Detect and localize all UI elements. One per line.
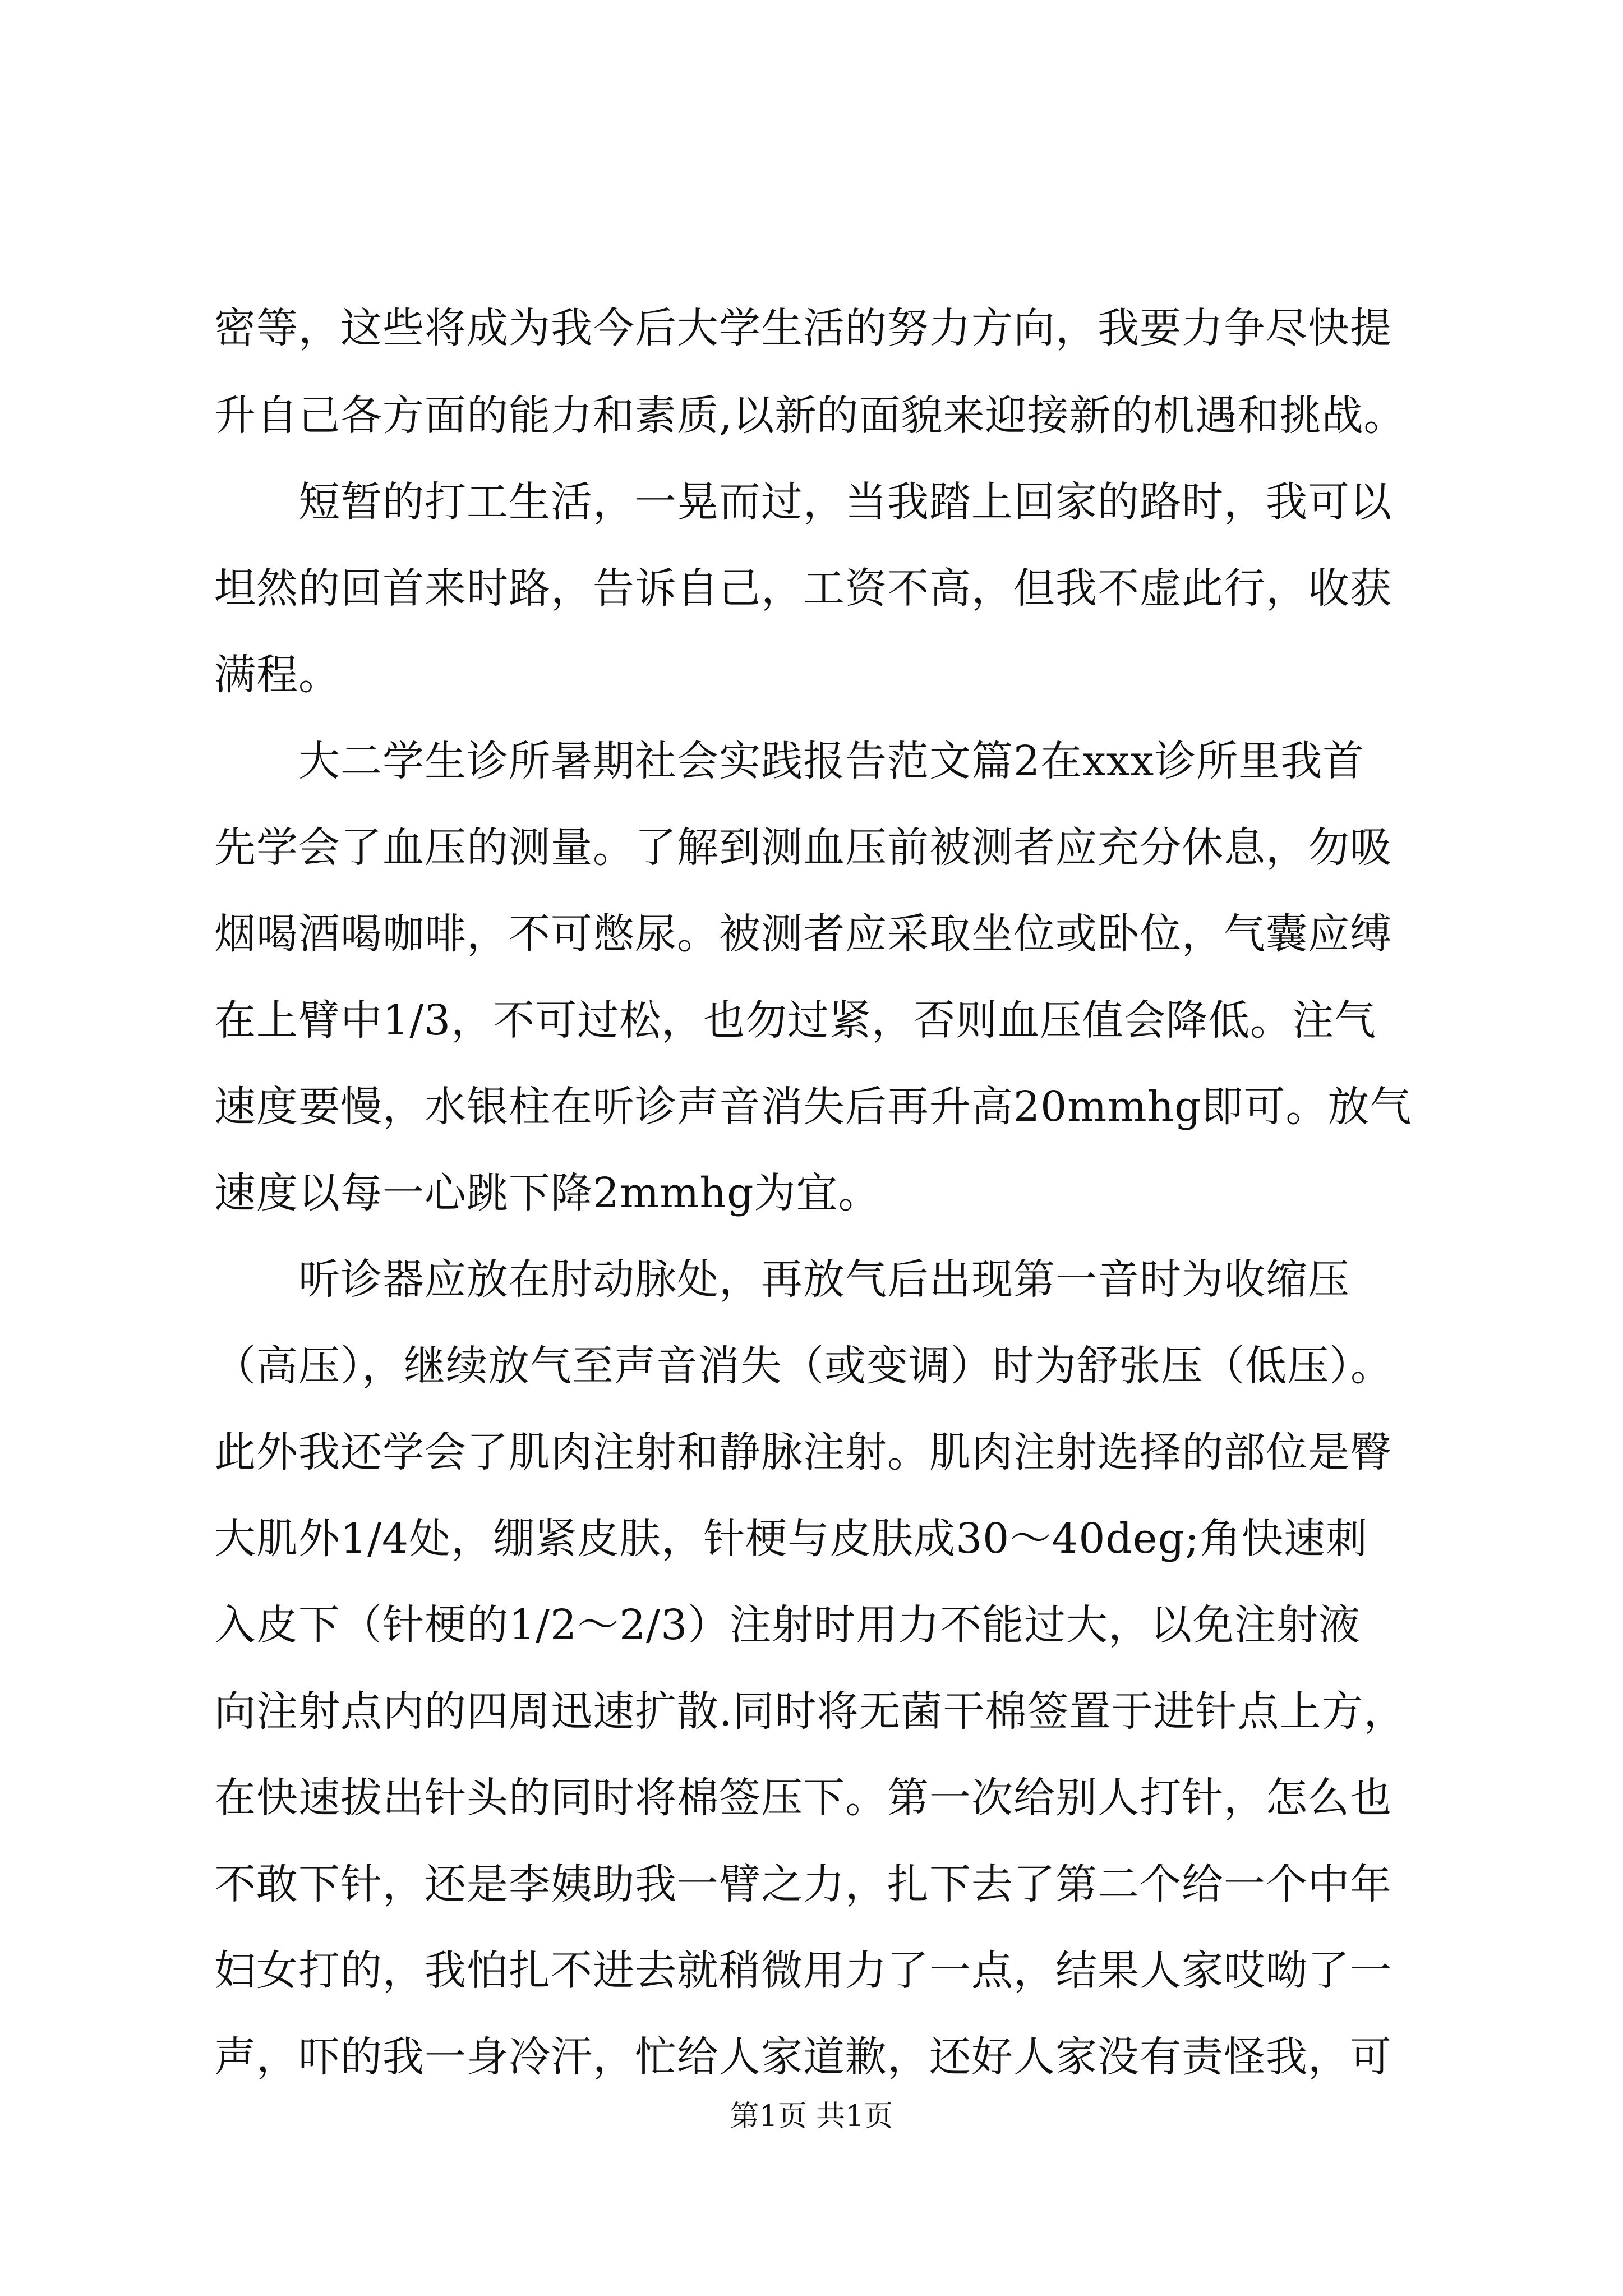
body-text-line: 坦然的回首来时路，告诉自己，工资不高，但我不虚此行，收获: [214, 564, 1392, 613]
body-text-line: 在快速拔出针头的同时将棉签压下。第一次给别人打针，怎么也: [214, 1774, 1392, 1822]
body-text-line: （高压），继续放气至声音消失（或变调）时为舒张压（低压）。: [214, 1342, 1393, 1390]
body-text-line: 升自己各方面的能力和素质,以新的面貌来迎接新的机遇和挑战。: [214, 392, 1406, 440]
body-text-line: 听诊器应放在肘动脉处，再放气后出现第一音时为收缩压: [214, 1255, 1350, 1304]
page-footer: 第1页 共1页: [730, 2100, 893, 2133]
body-text-line: 烟喝酒喝咖啡，不可憋尿。被测者应采取坐位或卧位，气囊应缚: [214, 910, 1392, 958]
body-text-line: 此外我还学会了肌肉注射和静脉注射。肌肉注射选择的部位是臀: [214, 1428, 1392, 1476]
body-text-line: 妇女打的，我怕扎不进去就稍微用力了一点，结果人家哎呦了一: [214, 1947, 1392, 1995]
body-text-line: 满程。: [214, 651, 340, 699]
body-text-line: 在上臂中1/3，不可过松，也勿过紧，否则血压值会降低。注气: [214, 996, 1377, 1045]
body-text-line: 大二学生诊所暑期社会实践报告范文篇2在xxx诊所里我首: [214, 737, 1365, 785]
body-text-line: 不敢下针，还是李姨助我一臂之力，扎下去了第二个给一个中年: [214, 1860, 1392, 1908]
body-text-line: 速度要慢，水银柱在听诊声音消失后再升高20mmhg即可。放气: [214, 1083, 1412, 1131]
body-text-line: 密等，这些将成为我今后大学生活的努力方向，我要力争尽快提: [214, 304, 1392, 352]
body-text-line: 入皮下（针梗的1/2～2/3）注射时用力不能过大，以免注射液: [214, 1601, 1361, 1649]
body-text-line: 先学会了血压的测量。了解到测血压前被测者应充分休息，勿吸: [214, 823, 1392, 872]
body-text-line: 大肌外1/4处，绷紧皮肤，针梗与皮肤成30～40deg;角快速刺: [214, 1515, 1368, 1563]
body-text-line: 声，吓的我一身冷汗，忙给人家道歉，还好人家没有责怪我，可: [214, 2033, 1392, 2081]
body-text-line: 短暂的打工生活，一晃而过，当我踏上回家的路时，我可以: [214, 478, 1392, 526]
body-text-line: 向注射点内的四周迅速扩散.同时将无菌干棉签置于进针点上方，: [214, 1687, 1406, 1736]
body-text-line: 速度以每一心跳下降2mmhg为宜。: [214, 1169, 880, 1217]
